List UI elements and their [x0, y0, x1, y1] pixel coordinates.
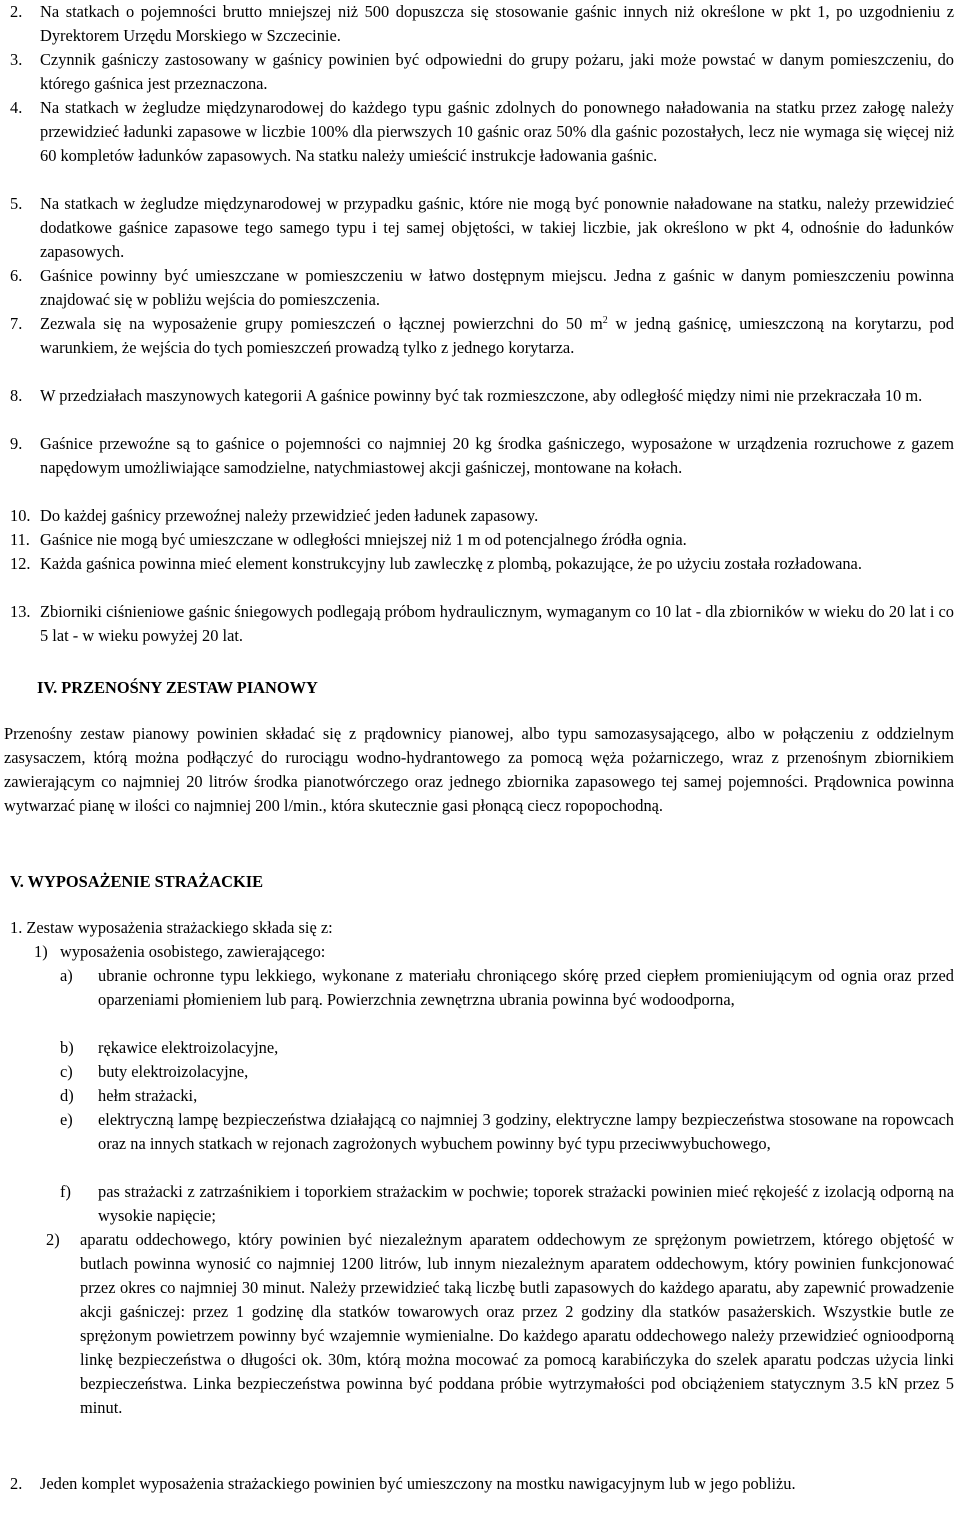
item-text: Jeden komplet wyposażenia strażackiego powinien być umieszczony na mostku nawigacyjnym lub w jego pobliżu.	[40, 1474, 796, 1493]
item-text: Gaśnice nie mogą być umieszczane w odległości mniejszej niż 1 m od potencjalnego źródła ognia.	[40, 530, 687, 549]
list-item	[10, 48, 954, 96]
sub-sub-item	[60, 1084, 954, 1108]
item-number: 10.	[10, 506, 31, 525]
item-number: 2)	[46, 1230, 60, 1249]
list-item	[10, 264, 954, 312]
item-text: Czynnik gaśniczy zastosowany w gaśnicy powinien być odpowiedni do grupy pożaru, jaki może powstać w danym pomieszczeniu, do którego gaśnica jest przeznaczona.	[40, 50, 954, 93]
item-label: d)	[60, 1086, 74, 1105]
item-text: Zbiorniki ciśnieniowe gaśnic śniegowych podlegają próbom hydraulicznym, wymaganym co 10 lat - dla zbiorników w wieku do 20 lat i co 5 lat - w wieku powyżej 20 lat.	[40, 602, 954, 645]
section-iv-paragraph: Przenośny zestaw pianowy powinien składać się z prądownicy pianowej, albo typu samozasysającego, albo w połączeniu z oddzielnym zasysaczem, którą można podłączyć do rurociągu wodno-hydrantowego za pomocą węża pożarniczego, wraz z przenośnym zbiornikiem zawierającym co najmniej 20 litrów środka pianotwórczego oraz jednego zbiornika zapasowego tej samej pojemności. Prądownica powinna wytwarzać pianę w ilości co najmniej 200 l/min., która skutecznie gasi płonącą ciecz ropopochodną.	[4, 724, 954, 815]
item-text: elektryczną lampę bezpieczeństwa działającą co najmniej 3 godziny, elektryczne lampy bezpieczeństwa stosowane na ropowcach oraz na innych statkach w rejonach zagrożonych wybuchem powinny być typu przeciwwybuchowego,	[98, 1110, 954, 1153]
item-number: 1)	[34, 942, 48, 961]
item-number: 8.	[10, 386, 23, 405]
list-item	[10, 384, 954, 408]
item-number: 5.	[10, 194, 23, 213]
sub-sub-item	[60, 964, 954, 1012]
item-number: 2.	[10, 1474, 23, 1493]
item-number: 4.	[10, 98, 23, 117]
section-v-heading: V. WYPOSAŻENIE STRAŻACKIE	[10, 872, 264, 891]
item-text	[40, 312, 954, 360]
item-label: f)	[60, 1182, 71, 1201]
item-number: 9.	[10, 434, 23, 453]
item-text: buty elektroizolacyjne,	[98, 1062, 249, 1081]
item-number: 2.	[10, 2, 23, 21]
list-item	[10, 312, 954, 360]
item-text: wyposażenia osobistego, zawierającego:	[60, 942, 326, 961]
superscript: 2	[602, 315, 608, 326]
item-number: 7.	[10, 314, 23, 333]
item-number: 3.	[10, 50, 23, 69]
item-text: W przedziałach maszynowych kategorii A gaśnice powinny być tak rozmieszczone, aby odległość między nimi nie przekraczała 10 m.	[40, 386, 923, 405]
item-text: Na statkach w żegludze międzynarodowej do każdego typu gaśnic zdolnych do ponownego naładowania na statku przez załogę należy przewidzieć ładunki zapasowe w liczbie 100% dla pierwszych 10 gaśnic oraz 50% dla gaśnic pozostałych, lecz nie wymaga się więcej niż 60 kompletów ładunków zapasowych. Na statku należy umieścić instrukcje ładowania gaśnic.	[40, 98, 954, 165]
sub-sub-item	[60, 1180, 954, 1228]
item-text: rękawice elektroizolacyjne,	[98, 1038, 279, 1057]
item-label: e)	[60, 1110, 73, 1129]
item-text: hełm strażacki,	[98, 1086, 198, 1105]
item-text: pas strażacki z zatrzaśnikiem i toporkiem strażackim w pochwie; toporek strażacki powinien mieć rękojeść z izolacją odporną na wysokie napięcie;	[98, 1182, 954, 1225]
item-text: Na statkach w żegludze międzynarodowej w przypadku gaśnic, które nie mogą być ponownie naładowane na statku, należy przewidzieć dodatkowe gaśnice zapasowe tego samego typu i tej samej objętości, w takiej liczbie, jak określono w pkt 4, odnośnie do ładunków zapasowych.	[40, 194, 954, 261]
list-item	[10, 600, 954, 648]
list-item	[10, 96, 954, 168]
sub-sub-item	[60, 1108, 954, 1156]
item-label: b)	[60, 1038, 74, 1057]
section-v-intro: 1. Zestaw wyposażenia strażackiego składa się z:	[10, 918, 333, 937]
sub-list-item	[46, 1228, 954, 1420]
item-text: Gaśnice przewoźne są to gaśnice o pojemności co najmniej 20 kg środka gaśniczego, wyposażone w urządzenia rozruchowe z gazem napędowym umożliwiające samodzielne, natychmiastowej akcji gaśniczej, montowane na kołach.	[40, 434, 954, 477]
sub-sub-item	[60, 1036, 954, 1060]
item-number: 12.	[10, 554, 31, 573]
list-item	[10, 1472, 954, 1496]
section-iv-heading: IV. PRZENOŚNY ZESTAW PIANOWY	[37, 678, 318, 697]
item-number: 6.	[10, 266, 23, 285]
list-item	[10, 552, 954, 576]
item-number: 11.	[10, 530, 30, 549]
item-text: Gaśnice powinny być umieszczane w pomieszczeniu w łatwo dostępnym miejscu. Jedna z gaśnic w danym pomieszczeniu powinna znajdować się w pobliżu wejścia do pomieszczenia.	[40, 266, 954, 309]
item-label: c)	[60, 1062, 73, 1081]
item-text: ubranie ochronne typu lekkiego, wykonane z materiału chroniącego skórę przed ciepłem promieniującym od ognia oraz przed oparzeniami płomieniem lub parą. Powierzchnia zewnętrzna ubrania powinna być wodoodporna,	[98, 966, 954, 1009]
item-text-part: Zezwala się na wyposażenie grupy pomieszczeń o łącznej powierzchni do 50 m	[40, 314, 603, 333]
list-item	[10, 192, 954, 264]
item-text: aparatu oddechowego, który powinien być niezależnym aparatem oddechowym ze sprężonym powietrzem, którego objętość w butlach powinna wynosić co najmniej 1200 litrów, lub innym niezależnym aparatem oddechowym, który powinien funkcjonować przez okres co najmniej 30 minut. Należy przewidzieć taką liczbę butli zapasowych do każdego aparatu, aby zapewnić prowadzenie akcji gaśniczej: przez 1 godzinę dla statków towarowych oraz przez 2 godziny dla statków pasażerskich. Wszystkie butle ze sprężonym powietrzem powinny być wzajemnie wymienialne. Do każdego aparatu oddechowego należy przewidzieć ognioodporną linkę bezpieczeństwa o długości ok. 30m, którą można mocować za pomocą karabińczyka do szelek aparatu podczas użycia linki bezpieczeństwa. Linka bezpieczeństwa powinna być poddana próbie wytrzymałości pod obciążeniem statycznym 3.5 kN przez 5 minut.	[80, 1230, 954, 1417]
sub-list-item	[34, 940, 954, 964]
item-text: Każda gaśnica powinna mieć element konstrukcyjny lub zawleczkę z plombą, pokazujące, że po użyciu została rozładowana.	[40, 554, 862, 573]
item-label: a)	[60, 966, 73, 985]
item-text: Do każdej gaśnicy przewoźnej należy przewidzieć jeden ładunek zapasowy.	[40, 506, 539, 525]
list-item	[10, 432, 954, 480]
item-text: Na statkach o pojemności brutto mniejszej niż 500 dopuszcza się stosowanie gaśnic innych niż określone w pkt 1, po uzgodnieniu z Dyrektorem Urzędu Morskiego w Szczecinie.	[40, 2, 954, 45]
item-text-part: w jedną gaśnicę, umieszczoną na korytarzu, pod warunkiem, że wejścia do tych pomieszczeń prowadzą tylko z jednego korytarza.	[40, 314, 954, 357]
list-item	[10, 528, 954, 552]
list-item	[10, 0, 954, 48]
list-item	[10, 504, 954, 528]
sub-sub-item	[60, 1060, 954, 1084]
item-number: 13.	[10, 602, 31, 621]
